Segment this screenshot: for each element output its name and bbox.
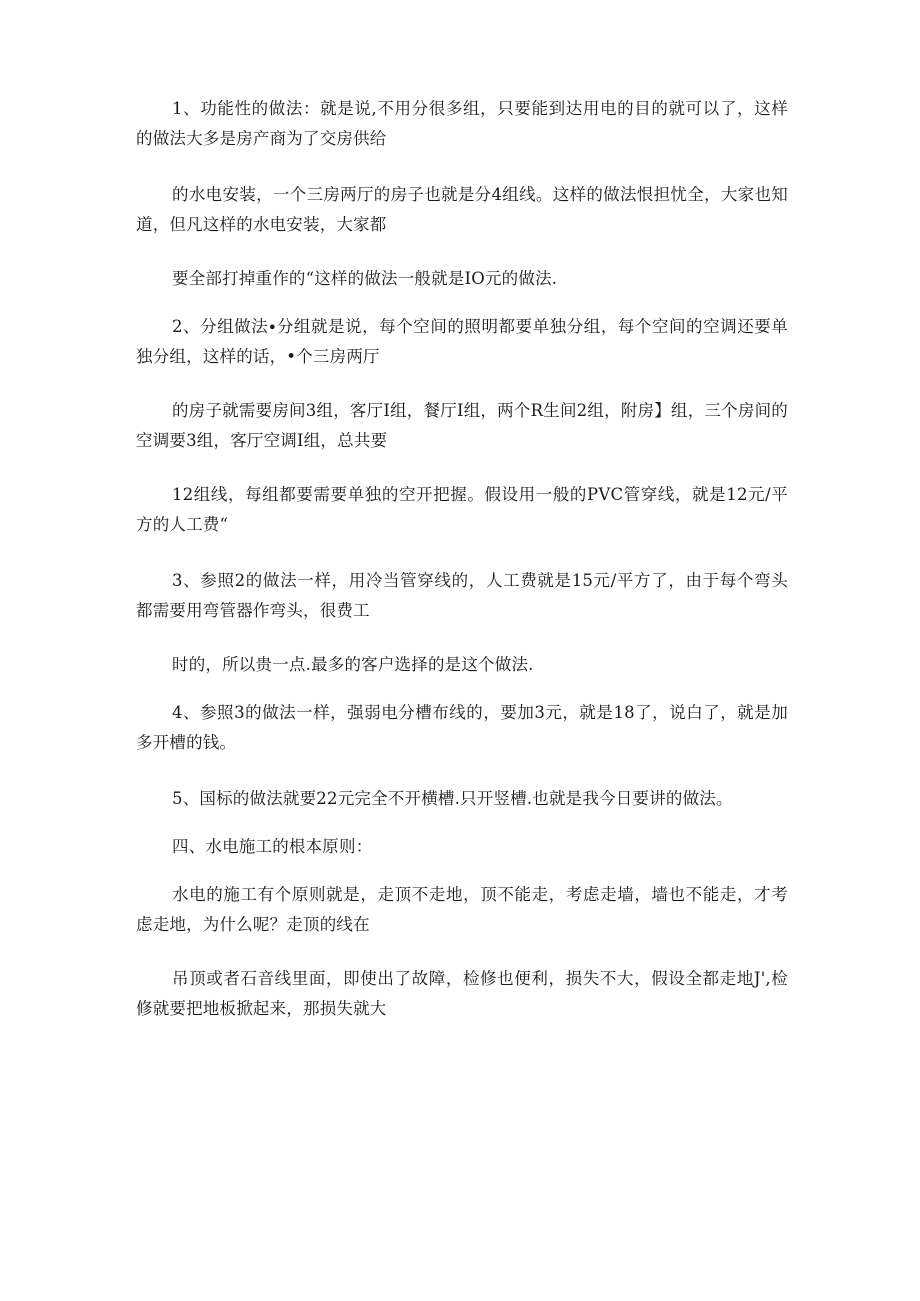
- paragraph-3: 要全部打掉重作的“这样的做法一般就是IO元的做法.: [172, 269, 558, 288]
- paragraph-11: 水电的施工有个原则就是，走顶不走地，顶不能走，考虑走墙，墙也不能走，才考虑走地，为什么呢？走顶的线在: [136, 885, 788, 934]
- paragraph-4: 2、分组做法∙分组就是说，每个空间的照明都要单独分组，每个空间的空调还要单独分组，这样的话，•个三房两厅: [136, 317, 788, 366]
- paragraph-7: 3、参照2的做法一样，用冷当管穿线的，人工费就是15元/平方了，由于每个弯头都需要用弯管器作弯头，很费工: [136, 571, 788, 620]
- paragraph-5: 的房子就需要房间3组，客厅I组，餐厅I组，两个R生间2组，附房】组，三个房间的空调要3组，客厅空调I组，总共要: [136, 401, 788, 450]
- section-heading: 四、水电施工的根本原则：: [172, 837, 373, 856]
- paragraph-9: 4、参照3的做法一样，强弱电分槽布线的，要加3元，就是18了，说白了，就是加多开槽的钱。: [136, 703, 788, 752]
- paragraph-6: 12组线，每组都要需要单独的空开把握。假设用一般的PVC管穿线，就是12元/平方的人工费“: [136, 485, 788, 534]
- paragraph-12: 吊顶或者石音线里面，即使出了故障，检修也便利，损失不大，假设全都走地J',检修就要把地板掀起来，那损失就大: [136, 969, 788, 1018]
- paragraph-8: 时的，所以贵一点.最多的客户选择的是这个做法.: [172, 655, 534, 674]
- paragraph-1: 1、功能性的做法：就是说,不用分很多组，只要能到达用电的目的就可以了，这样的做法大多是房产商为了交房供给: [136, 99, 788, 148]
- paragraph-2: 的水电安装，一个三房两厅的房子也就是分4组线。这样的做法恨担忧全，大家也知道，但凡这样的水电安装，大家都: [136, 185, 788, 234]
- paragraph-10: 5、国标的做法就要22元完全不开横槽.只开竖槽.也就是我今日要讲的做法。: [172, 789, 733, 808]
